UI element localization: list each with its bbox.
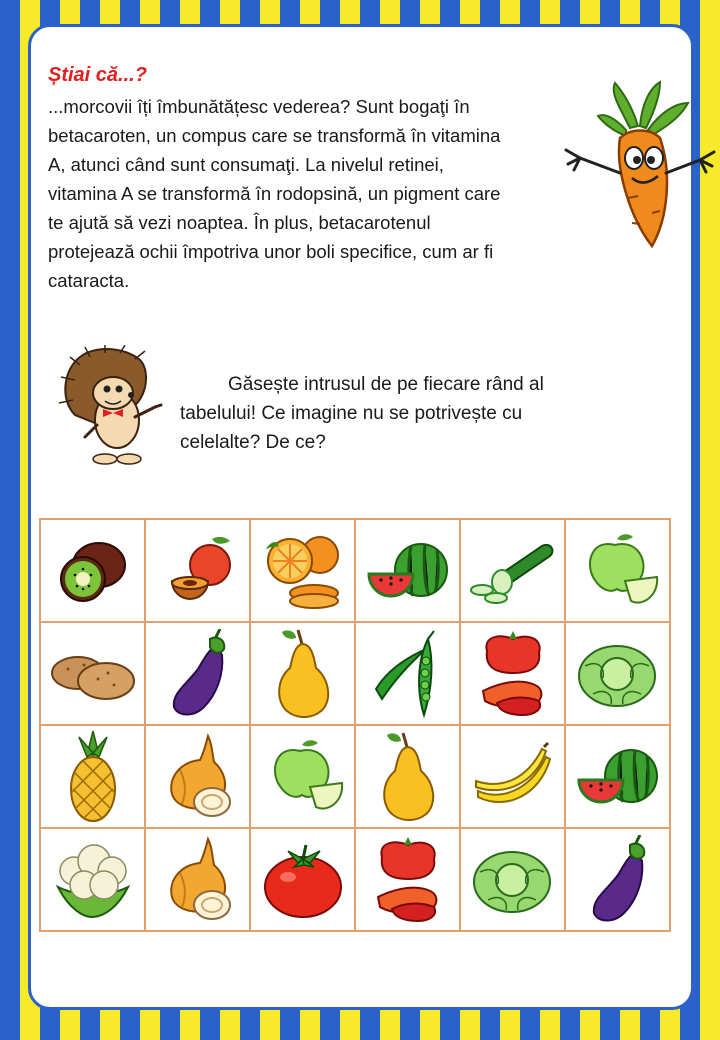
- cell-pear[interactable]: [355, 725, 460, 828]
- hedgehog-character-icon: [55, 345, 165, 470]
- cell-peas[interactable]: [355, 622, 460, 725]
- onion-icon: [158, 732, 238, 822]
- cell-eggplant[interactable]: [565, 828, 670, 931]
- pear-icon: [373, 729, 443, 824]
- cell-kiwi[interactable]: [40, 519, 145, 622]
- potato-icon: [48, 639, 138, 709]
- info-paragraph: [48, 92, 600, 295]
- cell-pineapple[interactable]: [40, 725, 145, 828]
- table-row: [40, 828, 670, 931]
- onion-icon: [158, 835, 238, 925]
- task-instructions: [180, 370, 656, 457]
- kiwi-icon: [53, 531, 133, 611]
- cell-cauliflower[interactable]: [40, 828, 145, 931]
- bell-pepper-icon: [473, 629, 553, 719]
- info-line: protejează ochii împotriva unor boli specifice, cum ar fi: [48, 241, 494, 262]
- info-line: vitamina A se transformă în rodopsină, un pigment care: [48, 183, 501, 204]
- cell-watermelon[interactable]: [565, 725, 670, 828]
- cell-pear[interactable]: [250, 622, 355, 725]
- cell-onion[interactable]: [145, 725, 250, 828]
- table-row: [40, 622, 670, 725]
- green-apple-icon: [258, 737, 348, 817]
- info-line: te ajută să vezi noaptea. În plus, betacarotenul: [48, 212, 431, 233]
- cell-onion[interactable]: [145, 828, 250, 931]
- info-line: betacaroten, un compus care se transformă în vitamina: [48, 125, 501, 146]
- pear-icon: [268, 626, 338, 721]
- cell-bell-pepper[interactable]: [355, 828, 460, 931]
- cell-bell-pepper[interactable]: [460, 622, 565, 725]
- cell-cucumber[interactable]: [460, 519, 565, 622]
- info-line: cataracta.: [48, 270, 130, 291]
- cell-eggplant[interactable]: [145, 622, 250, 725]
- carrot-character-icon: [560, 78, 718, 250]
- watermelon-icon: [573, 742, 663, 812]
- peach-icon: [158, 531, 238, 611]
- peas-icon: [368, 629, 448, 719]
- eggplant-icon: [158, 629, 238, 719]
- task-line: tabelului! Ce imagine nu se potrivește cu: [180, 403, 523, 424]
- cell-potato[interactable]: [40, 622, 145, 725]
- info-title: Știai că...?: [48, 64, 147, 86]
- info-line: A, atunci când sunt consumaţi. La nivelul retinei,: [48, 154, 444, 175]
- cabbage-icon: [470, 842, 555, 917]
- cabbage-icon: [575, 636, 660, 711]
- task-line: Găsește intrusul de pe fiecare rând al: [228, 374, 544, 395]
- bell-pepper-icon: [368, 835, 448, 925]
- cell-apple[interactable]: [565, 519, 670, 622]
- orange-icon: [258, 531, 348, 611]
- cauliflower-icon: [48, 837, 138, 922]
- cell-cabbage[interactable]: [565, 622, 670, 725]
- table-row: [40, 519, 670, 622]
- cell-cabbage[interactable]: [460, 828, 565, 931]
- info-line: ...morcovii îți îmbunătățesc vederea? Sunt bogaţi în: [48, 96, 470, 117]
- cucumber-icon: [468, 536, 558, 606]
- watermelon-icon: [363, 536, 453, 606]
- odd-one-out-table: [39, 518, 671, 932]
- banana-icon: [470, 739, 555, 814]
- cell-tomato[interactable]: [250, 828, 355, 931]
- eggplant-icon: [578, 835, 658, 925]
- table-row: [40, 725, 670, 828]
- tomato-icon: [258, 837, 348, 922]
- cell-apple[interactable]: [250, 725, 355, 828]
- cell-orange[interactable]: [250, 519, 355, 622]
- cell-watermelon[interactable]: [355, 519, 460, 622]
- cell-banana[interactable]: [460, 725, 565, 828]
- pineapple-icon: [63, 729, 123, 824]
- cell-peach[interactable]: [145, 519, 250, 622]
- task-line: celelalte? De ce?: [180, 432, 326, 453]
- green-apple-icon: [573, 531, 663, 611]
